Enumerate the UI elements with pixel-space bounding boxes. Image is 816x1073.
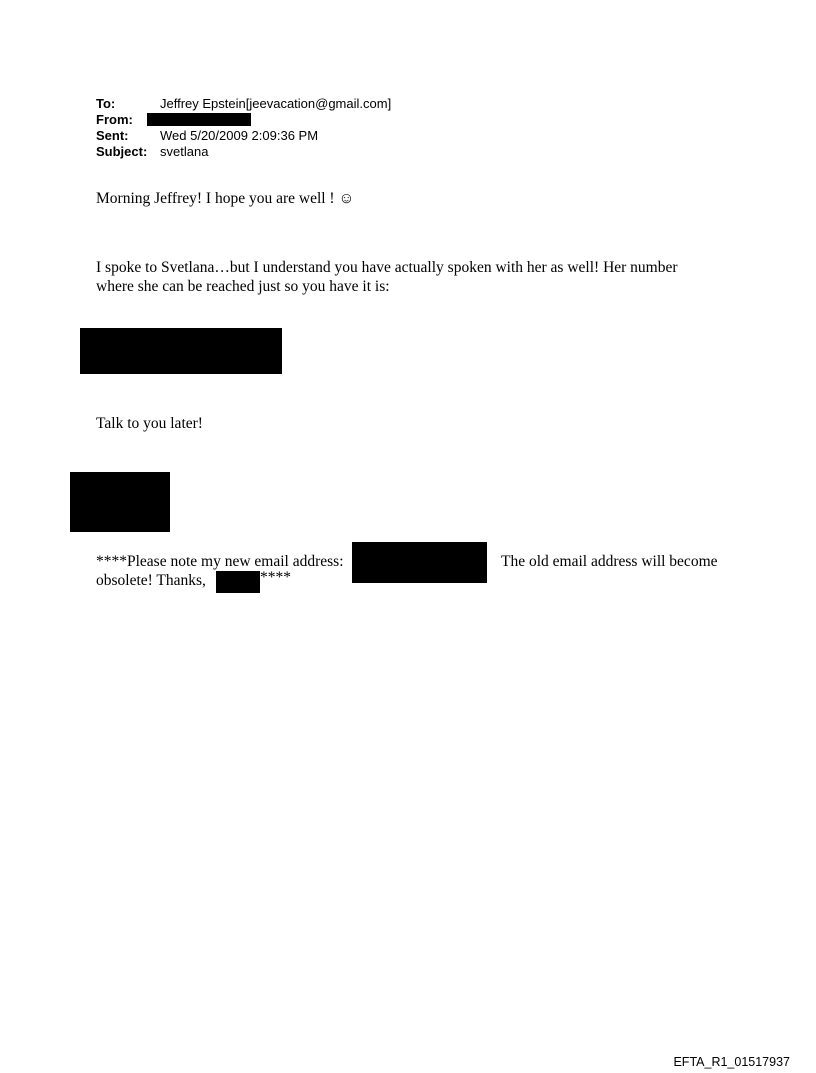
body-line-1: I spoke to Svetlana…but I understand you have actually spoken with her as well! Her number xyxy=(96,259,678,276)
closing-text: Talk to you later! xyxy=(96,415,203,432)
sent-value: Wed 5/20/2009 2:09:36 PM xyxy=(160,128,319,143)
body-line-2: where she can be reached just so you have it is: xyxy=(96,278,390,295)
document-id: EFTA_R1_01517937 xyxy=(673,1055,790,1069)
sent-label: Sent: xyxy=(96,128,129,143)
from-redaction xyxy=(147,113,251,126)
to-label: To: xyxy=(96,96,116,111)
subject-value: svetlana xyxy=(160,144,209,159)
note-suffix: The old email address will become xyxy=(501,553,718,570)
greeting-text: Morning Jeffrey! I hope you are well ! ☺ xyxy=(96,190,355,207)
email-redaction xyxy=(352,542,487,583)
subject-label: Subject: xyxy=(96,144,148,159)
note-line2-suffix: **** xyxy=(260,569,291,586)
name-redaction xyxy=(216,571,260,593)
signature-redaction xyxy=(70,472,170,532)
phone-redaction xyxy=(80,328,282,374)
note-line2-prefix: obsolete! Thanks, xyxy=(96,572,206,589)
note-prefix: ****Please note my new email address: xyxy=(96,553,344,570)
from-label: From: xyxy=(96,112,133,127)
to-value: Jeffrey Epstein[jeevacation@gmail.com] xyxy=(160,96,392,111)
